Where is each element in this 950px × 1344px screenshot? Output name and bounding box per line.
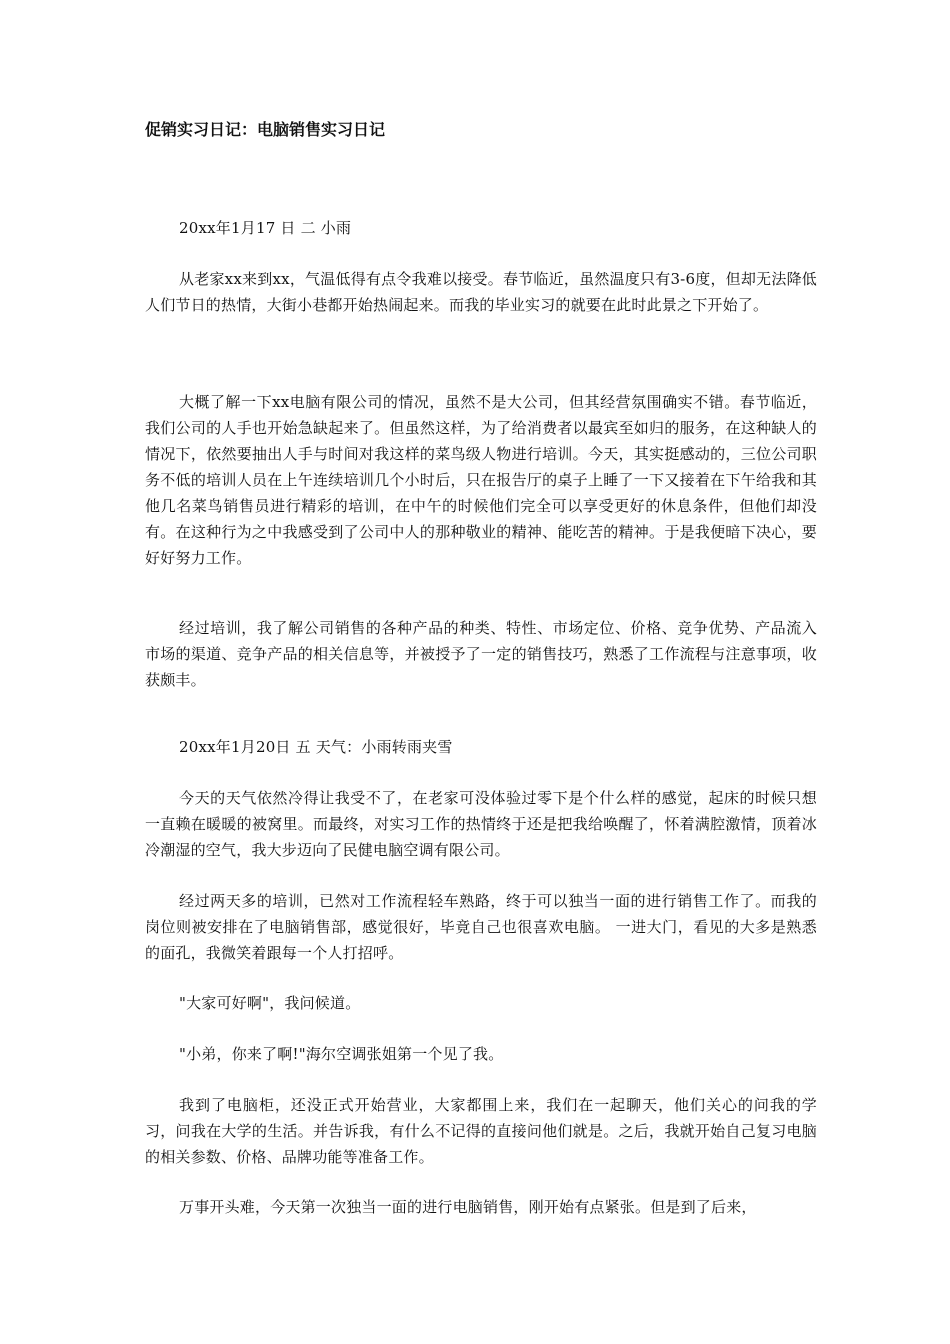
paragraph-2: 大概了解一下xx电脑有限公司的情况，虽然不是大公司，但其经营氛围确实不错。春节临近，我们公司的人手也开始急缺起来了。但虽然这样，为了给消费者以最宾至如归的服务，在这种缺人的情况下，依然要抽出人手与时间对我这样的菜鸟级人物进行培训。今天，其实挺感动的，三位公司职务不低的培训人员在上午连续培训几个小时后，只在报告厅的桌子上睡了一下又接着在下午给我和其他几名菜鸟销售员进行精彩的培训，在中午的时候他们完全可以享受更好的休息条件，但他们却没有。在这种行为之中我感受到了公司中人的那种敬业的精神、能吃苦的精神。于是我便暗下决心，要好好努力工作。 bbox=[145, 393, 817, 567]
paragraph-3: 经过培训，我了解公司销售的各种产品的种类、特性、市场定位、价格、竞争优势、产品流入市场的渠道、竞争产品的相关信息等，并被授予了一定的销售技巧，熟悉了工作流程与注意事项，收获颇丰。 bbox=[145, 619, 817, 689]
paragraph-9: 万事开头难，今天第一次独当一面的进行电脑销售，刚开始有点紧张。但是到了后来， bbox=[179, 1198, 757, 1216]
paragraph-7: "小弟，你来了啊!"海尔空调张姐第一个见了我。 bbox=[179, 1045, 504, 1063]
paragraph-5: 经过两天多的培训，已然对工作流程轻车熟路，终于可以独当一面的进行销售工作了。而我的岗位则被安排在了电脑销售部，感觉很好，毕竟自己也很喜欢电脑。 一进大门，看见的大多是熟悉的面孔，我微笑着跟每一个人打招呼。 bbox=[145, 892, 817, 962]
document-title: 促销实习日记：电脑销售实习日记 bbox=[145, 120, 386, 139]
paragraph-8: 我到了电脑柜，还没正式开始营业，大家都围上来，我们在一起聊天，他们关心的问我的学习，问我在大学的生活。并告诉我，有什么不记得的直接问他们就是。之后，我就开始自己复习电脑的相关参数、价格、品牌功能等准备工作。 bbox=[145, 1096, 817, 1166]
paragraph-6: "大家可好啊"，我问候道。 bbox=[179, 994, 361, 1012]
diary-date-2: 20xx年1月20日 五 天气：小雨转雨夹雪 bbox=[179, 738, 453, 756]
paragraph-4: 今天的天气依然冷得让我受不了，在老家可没体验过零下是个什么样的感觉，起床的时候只想一直赖在暖暖的被窝里。而最终，对实习工作的热情终于还是把我给唤醒了，怀着满腔激情，顶着冰冷潮湿的空气，我大步迈向了民健电脑空调有限公司。 bbox=[145, 789, 817, 859]
diary-date-1: 20xx年1月17 日 二 小雨 bbox=[179, 219, 352, 237]
paragraph-1: 从老家xx来到xx，气温低得有点令我难以接受。春节临近，虽然温度只有3-6度，但却无法降低人们节日的热情，大街小巷都开始热闹起来。而我的毕业实习的就要在此时此景之下开始了。 bbox=[145, 270, 817, 314]
